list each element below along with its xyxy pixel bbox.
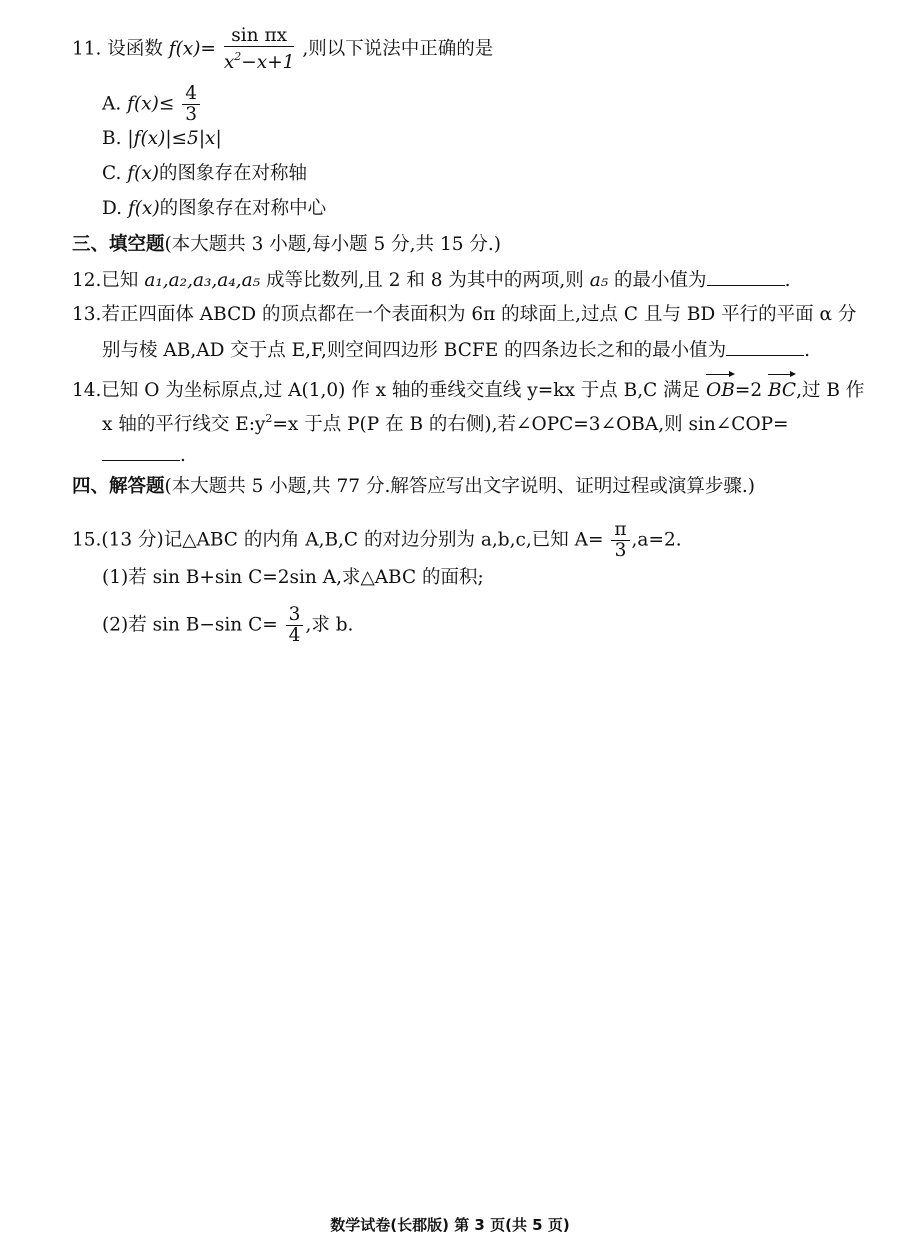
q14-line-1: 14.已知 O 为坐标原点,过 A(1,0) 作 x 轴的垂线交直线 y=kx 于点 B,C 满足 OB=2 BC,过 B 作 [72, 372, 864, 404]
q12-number: 12. [72, 270, 102, 291]
section-4-note: (本大题共 5 小题,共 77 分.解答应写出文字说明、证明过程或演算步骤.) [164, 476, 755, 497]
section-3-heading [72, 232, 501, 258]
q11-option-a-fraction: $\frac{4}{3}$ [182, 84, 200, 125]
q11-frac-den: $x^2-x+1$ [223, 50, 295, 73]
q15-number: 15. [72, 529, 102, 551]
q14-number: 14. [72, 380, 102, 401]
q15-pi-fraction: $\frac{\pi}{3}$ [611, 520, 629, 561]
section-4-heading [72, 474, 755, 500]
q14-answer-blank [102, 442, 180, 461]
q14-line-2: x 轴的平行线交 $E:y^2=x$ 于点 P(P 在 B 的右侧),若∠OPC=3∠OBA,则 sin∠COP= [102, 412, 789, 435]
q11-frac-num: sin πx [224, 26, 295, 47]
q11-option-b-text: |f(x)|≤5|x| [127, 128, 222, 149]
section-3-note: (本大题共 3 小题,每小题 5 分,共 15 分.) [164, 234, 501, 255]
q12-sequence: a₁,a₂,a₃,a₄,a₅ [144, 270, 261, 291]
section-4-title: 四、解答题 [72, 476, 165, 497]
q11-option-d-fx: f(x) [127, 198, 160, 219]
q11-option-a-fx: f(x)≤ [127, 93, 175, 115]
q13-line-2: 别与棱 AB,AD 交于点 E,F,则空间四边形 BCFE 的四条边长之和的最小值为 . [102, 337, 810, 364]
q15-head: 15.(13 分)记△ABC 的内角 A,B,C 的对边分别为 a,b,c,已知 A= $\frac{\pi}{3}$ ,a=2. [72, 519, 682, 561]
q11-option-c-fx: f(x) [127, 163, 159, 184]
q11-option-b-label: B. [102, 128, 122, 149]
q11-fx: f(x)= [168, 38, 216, 60]
page-footer: 数学试卷(长郡版) 第 3 页(共 5 页) [330, 1216, 570, 1234]
q15-part-2: (2)若 sin B−sin C= $\frac{3}{4}$ ,求 b. [102, 604, 354, 646]
q14-line-3: . [102, 442, 186, 469]
q11-option-c [102, 161, 307, 187]
q15-part-1: (1)若 sin B+sin C=2sin A,求△ABC 的面积; [102, 567, 484, 588]
section-3-title: 三、填空题 [72, 234, 165, 255]
q11-option-b [102, 126, 222, 152]
q11-stem-post: ,则以下说法中正确的是 [302, 38, 494, 60]
q11-option-a-label: A. [102, 93, 122, 115]
q13-line-1: 13.若正四面体 ABCD 的顶点都在一个表面积为 6π 的球面上,过点 C 且与 BD 平行的平面 α 分 [72, 304, 857, 325]
q13-answer-blank [726, 337, 804, 356]
vector-bc: BC [768, 372, 796, 404]
q11-option-c-label: C. [102, 163, 122, 184]
q13-number: 13. [72, 304, 102, 325]
q11-stem-pre: 设函数 [107, 38, 163, 60]
q12: 12.已知 a₁,a₂,a₃,a₄,a₅ 成等比数列,且 2 和 8 为其中的两项,则 a₅ 的最小值为 . [72, 267, 790, 294]
q11-option-d-label: D. [102, 198, 123, 219]
q11-option-c-text: 的图象存在对称轴 [159, 163, 308, 184]
q11-option-d [102, 196, 326, 222]
q11-fraction [224, 26, 295, 73]
q11-option-a [102, 84, 202, 125]
q11-option-d-text: 的图象存在对称中心 [159, 198, 327, 219]
vector-ob: OB [706, 372, 735, 404]
q11-stem [72, 26, 493, 73]
q12-answer-blank [707, 267, 785, 286]
q15-part-2-fraction: $\frac{3}{4}$ [286, 605, 304, 646]
q11-number: 11. [72, 38, 102, 60]
